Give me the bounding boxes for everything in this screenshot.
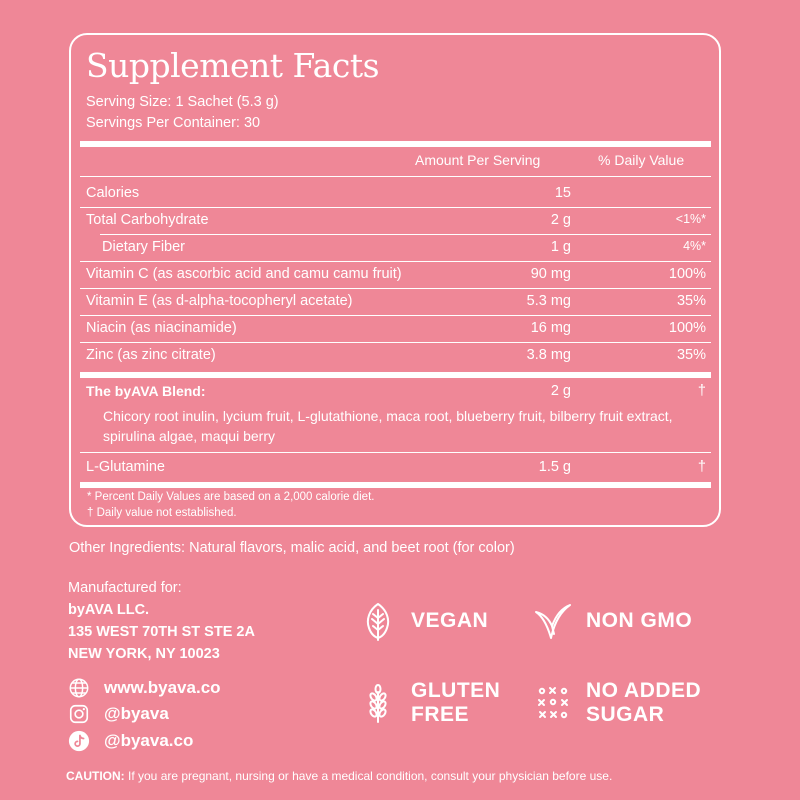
nutrient-name: Vitamin E (as d-alpha-tocopheryl acetate) [86, 293, 353, 309]
nutrient-amount: 3.8 mg [526, 347, 571, 363]
badge-sugar-line2: SUGAR [586, 703, 665, 726]
caution-text: If you are pregnant, nursing or have a medical condition, consult your physician before use. [124, 769, 613, 783]
nutrient-name: Zinc (as zinc citrate) [86, 347, 216, 363]
divider-thick [80, 141, 711, 147]
badge-gluten-line1: GLUTEN [411, 679, 501, 702]
nutrient-amount: 5.3 mg [526, 293, 571, 309]
manufacturer-block [68, 577, 255, 665]
divider [80, 176, 711, 177]
nutrient-row [86, 212, 706, 232]
tiktok-icon [68, 730, 90, 752]
column-header-daily-value: % Daily Value [598, 152, 685, 168]
badge-vegan [357, 600, 488, 642]
manufacturer-intro: Manufactured for: [68, 580, 182, 596]
nutrient-dv: 35% [676, 293, 706, 309]
divider-thick [80, 482, 711, 488]
nutrient-amount: 1 g [550, 239, 571, 255]
nutrient-row [86, 347, 706, 367]
badge-sugar-line1: NO ADDED [586, 679, 702, 702]
glutamine-row [86, 459, 706, 479]
badge-no-added-sugar-label [586, 679, 701, 727]
nutrient-name: Calories [86, 185, 140, 201]
badge-non-gmo [532, 600, 692, 642]
divider [80, 207, 711, 208]
caution-statement [66, 769, 612, 783]
globe-icon [68, 677, 90, 699]
badge-non-gmo-label: NON GMO [586, 609, 693, 632]
website-link[interactable] [68, 676, 221, 700]
leaf-icon [357, 600, 399, 642]
caution-label: CAUTION: [66, 769, 125, 783]
nutrient-dv: <1%* [675, 212, 706, 226]
footnote-not-established: † Daily value not established. [87, 507, 237, 519]
sugar-crystals-icon [532, 682, 574, 724]
nutrient-dv: 100% [668, 266, 706, 282]
manufacturer-address-line2: NEW YORK, NY 10023 [68, 646, 220, 662]
badge-no-added-sugar [532, 679, 701, 727]
nutrient-dv: 35% [676, 347, 706, 363]
servings-per-container: Servings Per Container: 30 [86, 115, 261, 131]
instagram-icon [68, 703, 90, 725]
blend-row [86, 383, 706, 403]
blend-dv: † [697, 383, 706, 399]
nutrient-name: Niacin (as niacinamide) [86, 320, 237, 336]
nutrient-name: Dietary Fiber [102, 239, 185, 255]
supplement-facts-title: Supplement Facts [86, 46, 380, 85]
divider [80, 288, 711, 289]
nutrient-name: Total Carbohydrate [86, 212, 209, 228]
nutrient-row [86, 239, 706, 259]
instagram-text: @byava [104, 704, 169, 723]
manufacturer-address-line1: 135 WEST 70TH ST STE 2A [68, 624, 255, 640]
blend-ingredients: Chicory root inulin, lycium fruit, L-glutathione, maca root, blueberry fruit, bilberry fruit extract, spirulina algae, maqui berry [103, 408, 673, 444]
nutrient-row [86, 293, 706, 313]
badge-vegan-label: VEGAN [411, 609, 489, 632]
badge-gluten-free [357, 679, 500, 727]
manufacturer-company: byAVA LLC. [68, 602, 150, 618]
instagram-link[interactable] [68, 702, 169, 726]
nutrient-dv: 4%* [683, 239, 706, 253]
glutamine-name: L-Glutamine [86, 459, 165, 475]
nutrient-dv: 100% [668, 320, 706, 336]
wheat-icon [357, 682, 399, 724]
divider [100, 234, 711, 235]
nutrient-row [86, 185, 706, 205]
column-header-amount: Amount Per Serving [415, 152, 541, 168]
divider [80, 452, 711, 453]
nutrient-name: Vitamin C (as ascorbic acid and camu camu fruit) [86, 266, 402, 282]
nutrient-amount: 90 mg [530, 266, 571, 282]
blend-name: The byAVA Blend: [86, 383, 206, 399]
divider-thick [80, 372, 711, 378]
tiktok-link[interactable] [68, 729, 193, 753]
glutamine-amount: 1.5 g [538, 459, 571, 475]
footnote-daily-values: * Percent Daily Values are based on a 2,000 calorie diet. [87, 491, 375, 503]
serving-size: Serving Size: 1 Sachet (5.3 g) [86, 94, 279, 110]
nutrient-row [86, 266, 706, 286]
other-ingredients: Other Ingredients: Natural flavors, malic acid, and beet root (for color) [69, 540, 515, 556]
nutrient-amount: 2 g [550, 212, 571, 228]
divider [80, 261, 711, 262]
badge-gluten-line2: FREE [411, 703, 470, 726]
website-text: www.byava.co [104, 678, 221, 697]
glutamine-dv: † [697, 459, 706, 475]
nutrient-amount: 15 [554, 185, 571, 201]
nutrient-row [86, 320, 706, 340]
tiktok-text: @byava.co [104, 731, 194, 750]
divider [80, 315, 711, 316]
nutrient-amount: 16 mg [530, 320, 571, 336]
blend-amount: 2 g [550, 383, 571, 399]
check-leaf-icon [532, 600, 574, 642]
badge-gluten-free-label [411, 679, 500, 727]
divider [80, 342, 711, 343]
